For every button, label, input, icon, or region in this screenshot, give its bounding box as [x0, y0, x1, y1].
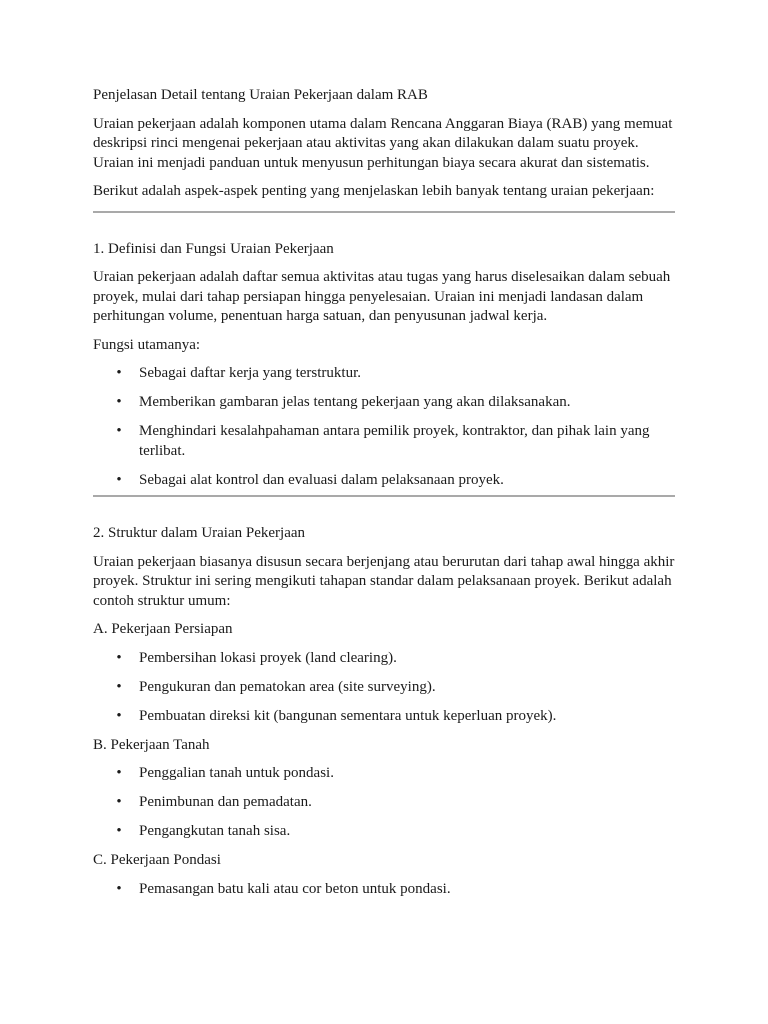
list-item: [93, 764, 675, 784]
list-item-text: Penimbunan dan pemadatan.: [139, 794, 312, 810]
list-item: [93, 393, 675, 413]
bullet-icon: •: [116, 794, 122, 810]
section-1-body: Uraian pekerjaan adalah daftar semua aktivitas atau tugas yang harus diselesaikan dalam sebuah proyek, mulai dari tahap persiapan hingga penyelesaian. Uraian ini menjadi landasan dalam perhitungan volume, penentuan harga satuan, dan penyusunan jadwal kerja.: [93, 269, 671, 324]
document-body: [93, 86, 675, 909]
bullet-icon: •: [116, 823, 122, 839]
group-b-label: B. Pekerjaan Tanah: [93, 736, 210, 753]
group-a-list: [93, 649, 675, 727]
list-item-text: Menghindari kesalahpahaman antara pemilik proyek, kontraktor, dan pihak lain yang terlibat.: [139, 423, 650, 459]
bullet-icon: •: [116, 678, 122, 695]
list-item: [93, 649, 675, 669]
group-c-label: C. Pekerjaan Pondasi: [93, 852, 221, 868]
bullet-icon: •: [116, 880, 122, 897]
bullet-icon: •: [116, 394, 122, 410]
list-item-text: Sebagai daftar kerja yang terstruktur.: [139, 365, 361, 381]
bullet-icon: •: [116, 471, 122, 488]
section-1-heading: 1. Definisi dan Fungsi Uraian Pekerjaan: [93, 240, 334, 257]
list-item-text: Penggalian tanah untuk pondasi.: [139, 765, 334, 781]
list-item-text: Sebagai alat kontrol dan evaluasi dalam pelaksanaan proyek.: [139, 471, 504, 488]
list-item: [93, 822, 675, 842]
lead-paragraph: Berikut adalah aspek-aspek penting yang menjelaskan lebih banyak tentang uraian pekerjaan:: [93, 183, 655, 199]
functions-list: [93, 364, 675, 490]
horizontal-rule: [93, 211, 675, 213]
bullet-icon: •: [116, 365, 122, 381]
group-b-list: [93, 764, 675, 842]
list-item-text: Pembuatan direksi kit (bangunan sementara untuk keperluan proyek).: [139, 707, 557, 724]
list-item-text: Pengukuran dan pematokan area (site surveying).: [139, 678, 436, 695]
horizontal-rule: [93, 495, 675, 497]
document-title: Penjelasan Detail tentang Uraian Pekerjaan dalam RAB: [93, 87, 428, 103]
list-item: [93, 364, 675, 384]
group-a-label: A. Pekerjaan Persiapan: [93, 621, 233, 637]
list-item: [93, 678, 675, 698]
list-item: [93, 471, 675, 491]
bullet-icon: •: [116, 423, 122, 439]
section-2-heading: 2. Struktur dalam Uraian Pekerjaan: [93, 525, 306, 541]
list-item-text: Pembersihan lokasi proyek (land clearing).: [139, 649, 397, 666]
bullet-icon: •: [116, 649, 122, 666]
list-item-text: Pemasangan batu kali atau cor beton untuk pondasi.: [139, 880, 451, 897]
list-item: [93, 880, 675, 900]
list-item-text: Pengangkutan tanah sisa.: [139, 823, 291, 839]
functions-label: Fungsi utamanya:: [93, 336, 201, 353]
intro-paragraph: Uraian pekerjaan adalah komponen utama dalam Rencana Anggaran Biaya (RAB) yang memuat deskripsi rinci mengenai pekerjaan atau aktivitas yang akan dilakukan dalam suatu proyek. Uraian ini menjadi panduan untuk menyusun perhitungan biaya secara akurat dan sistematis.: [93, 115, 673, 171]
list-item: [93, 793, 675, 813]
section-2-body: Uraian pekerjaan biasanya disusun secara berjenjang atau berurutan dari tahap awal hingga akhir proyek. Struktur ini sering mengikuti tahapan standar dalam pelaksanaan proyek. Berikut adalah contoh struktur umum:: [93, 553, 675, 609]
list-item: [93, 422, 675, 461]
list-item: [93, 707, 675, 727]
list-item-text: Memberikan gambaran jelas tentang pekerjaan yang akan dilaksanakan.: [139, 394, 571, 410]
bullet-icon: •: [116, 765, 122, 781]
bullet-icon: •: [116, 707, 122, 724]
group-c-list: [93, 880, 675, 900]
